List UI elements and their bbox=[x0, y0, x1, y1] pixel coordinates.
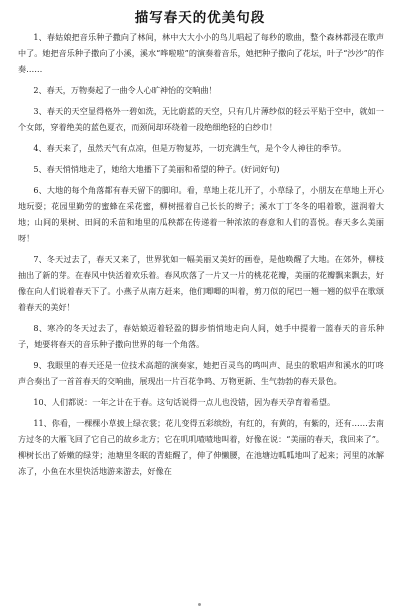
document-title: 描写春天的优美句段 bbox=[134, 10, 266, 26]
paragraph-6: 6、大地的每个角落都有春天留下的脚印。看，草地上花儿开了，小草绿了，小朋友在草地上开心地玩耍；花园里勤劳的蜜蜂在采花蜜，柳树摇着自己长长的辫子；溪水丁丁冬冬的唱着歌，滋润着大地；山间的果树、田间的禾苗和地里的瓜秧都在传递着一种浓浓的春意和人们的喜悦。春天多么美丽呀！ bbox=[18, 185, 384, 243]
paragraph-1: 1、春姑娘把音乐种子撒向了林间，林中大大小小的鸟儿唱起了每秒的歌曲，整个森林都浸在歌声中了。她把音乐种子撒向了小溪，溪水“哗啦啦”的演奏着音乐，她把种子撒向了花坛，叶子“沙沙”的作奏…… bbox=[18, 32, 384, 74]
paragraph-5: 5、春天悄悄地走了，她给大地播下了美丽和希望的种子。(好词好句) bbox=[33, 164, 280, 174]
paragraph-4: 4、春天来了，虽然天气有点凉，但是万物复苏，一切充满生气，是个令人神往的季节。 bbox=[33, 143, 347, 153]
paragraph-2: 2、春天，万物奏起了一曲令人心旷神怡的交响曲！ bbox=[33, 85, 217, 95]
paragraph-7: 7、冬天过去了，春天又来了，世界犹如一幅美丽又美好的画卷，是他唤醒了大地。在郊外，柳枝抽出了新的芽。在春风中快活着欢乐着。春风吹落了一片又一片的桃花花瓣，美丽的花瓣飘来飘去，好像在向人们说着春天下了。小燕子从南方赶来，他们唧唧的叫着，剪刀似的尾巴一翘一翘的似乎在歌颂着春天的美好！ bbox=[18, 254, 384, 312]
document-body bbox=[18, 29, 384, 484]
paragraph-9: 9、我眼里的春天还是一位技术高超的演奏家，她把百灵鸟的鸣叫声、昆虫的歌唱声和溪水的叮咚声合奏出了一首首春天的交响曲，展现出一片百花争鸣、万物更新、生气勃勃的春天景色。 bbox=[18, 360, 384, 386]
paragraph-11: 11、你看，一棵棵小草披上绿衣裳；花儿变得五彩缤纷，有红的，有黄的，有紫的，还有……去南方过冬的大雁飞回了它自己的故乡北方；它在叽叽喳喳地叫着，好像在说：“美丽的春天，我回来了”。柳树长出了娇嫩的绿芽；池塘里冬眠的青蛙醒了，伸了伸懒腰，在池塘边呱呱地叫了起来；河里的冰解冻了，小鱼在水里快活地游来游去，好像在 bbox=[18, 418, 384, 476]
paragraph-10: 10、人们都说：一年之计在于春。这句话说得一点儿也没错，因为春天孕育着希望。 bbox=[33, 397, 336, 407]
paragraph-3: 3、春天的天空显得格外一碧如洗，无比蔚蓝的天空，只有几片薄纱似的轻云平贴于空中，就如一个女郎，穿着绝美的蓝色夏衣，而颈间却环绕着一段绝细绝轻的白纱巾！ bbox=[18, 106, 384, 132]
paragraph-8: 8、寒冷的冬天过去了，春姑娘迈着轻盈的脚步悄悄地走向人间，她手中提着一篮春天的音乐种子，她要将春天的音乐种子撒向世界的每一个角落。 bbox=[18, 323, 384, 349]
page-marker-dot bbox=[198, 603, 201, 606]
